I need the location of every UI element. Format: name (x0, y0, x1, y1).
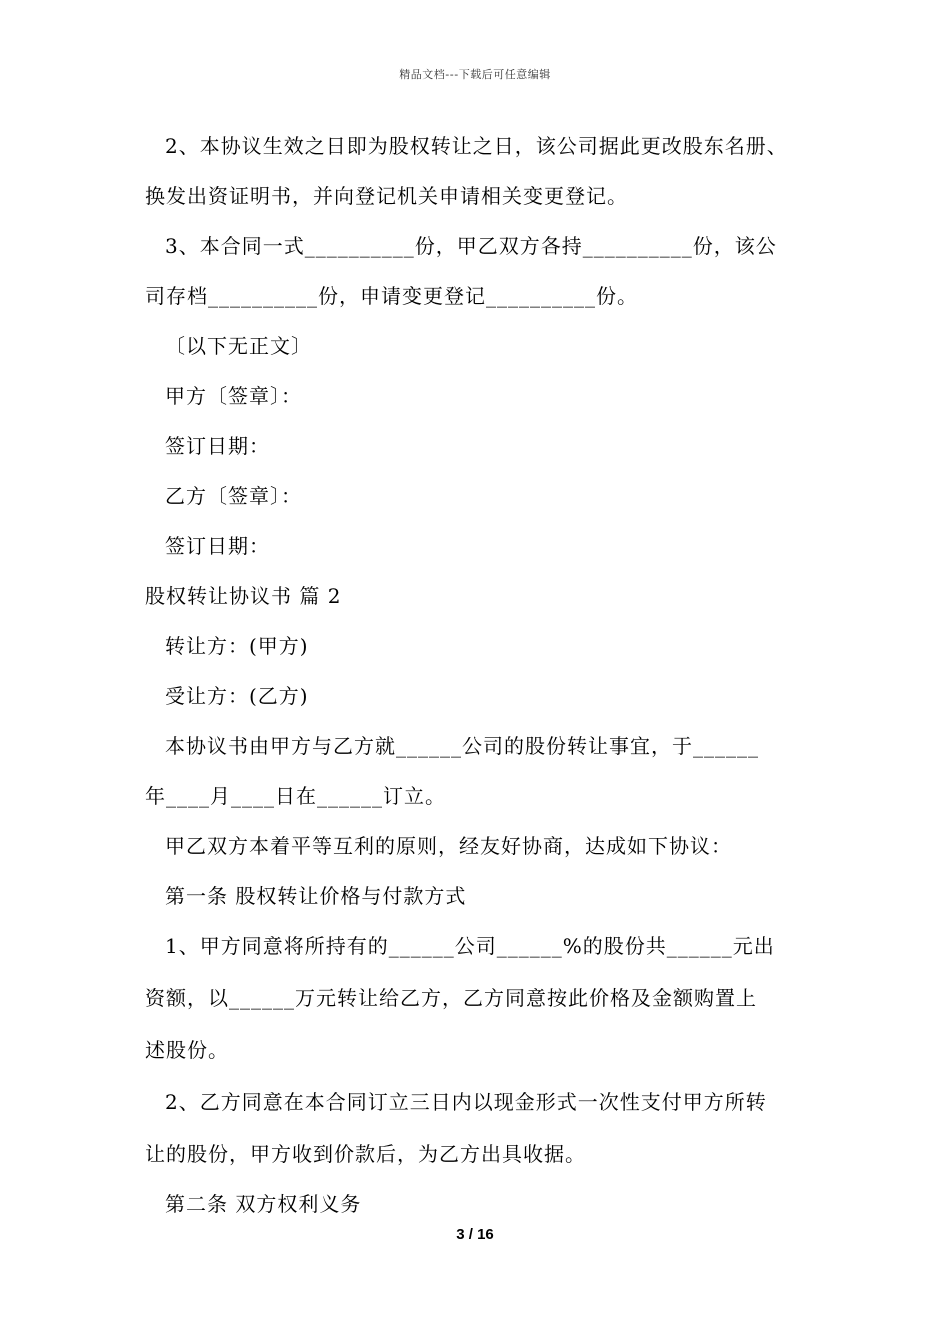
paragraph-line: 甲乙双方本着平等互利的原则，经友好协商，达成如下协议： (165, 834, 732, 858)
paragraph-line: 〔以下无正文〕 (165, 334, 312, 358)
paragraph-line: 司存档__________份，申请变更登记__________份。 (145, 284, 638, 308)
paragraph-line: 3、本合同一式__________份，甲乙双方各持__________份，该公 (165, 234, 777, 258)
paragraph-line: 让的股份，甲方收到价款后，为乙方出具收据。 (145, 1142, 586, 1166)
date-line: 签订日期： (165, 434, 270, 458)
paragraph-line: 2、乙方同意在本合同订立三日内以现金形式一次性支付甲方所转 (165, 1090, 767, 1114)
signature-line: 甲方〔签章〕： (165, 384, 302, 408)
section-title: 股权转让协议书 篇 2 (145, 584, 342, 608)
paragraph-line: 本协议书由甲方与乙方就______公司的股份转让事宜，于______ (165, 734, 759, 758)
paragraph-line: 资额，以______万元转让给乙方，乙方同意按此价格及金额购置上 (145, 986, 757, 1010)
page-number: 3 / 16 (456, 1226, 494, 1243)
signature-line: 乙方〔签章〕： (165, 484, 302, 508)
page-header: 精品文档---下载后可任意编辑 (399, 68, 551, 81)
paragraph-line: 述股份。 (145, 1038, 229, 1062)
paragraph-line: 1、甲方同意将所持有的______公司______%的股份共______元出 (165, 934, 775, 958)
paragraph-line: 换发出资证明书，并向登记机关申请相关变更登记。 (145, 184, 628, 208)
date-line: 签订日期： (165, 534, 270, 558)
document-body (145, 126, 815, 1234)
paragraph-line: 2、本协议生效之日即为股权转让之日，该公司据此更改股东名册、 (165, 134, 788, 158)
article-heading: 第二条 双方权利义务 (165, 1192, 362, 1216)
article-heading: 第一条 股权转让价格与付款方式 (165, 884, 467, 908)
party-line: 转让方：(甲方) (165, 634, 309, 658)
paragraph-line: 年____月____日在______订立。 (145, 784, 446, 808)
party-line: 受让方：(乙方) (165, 684, 309, 708)
